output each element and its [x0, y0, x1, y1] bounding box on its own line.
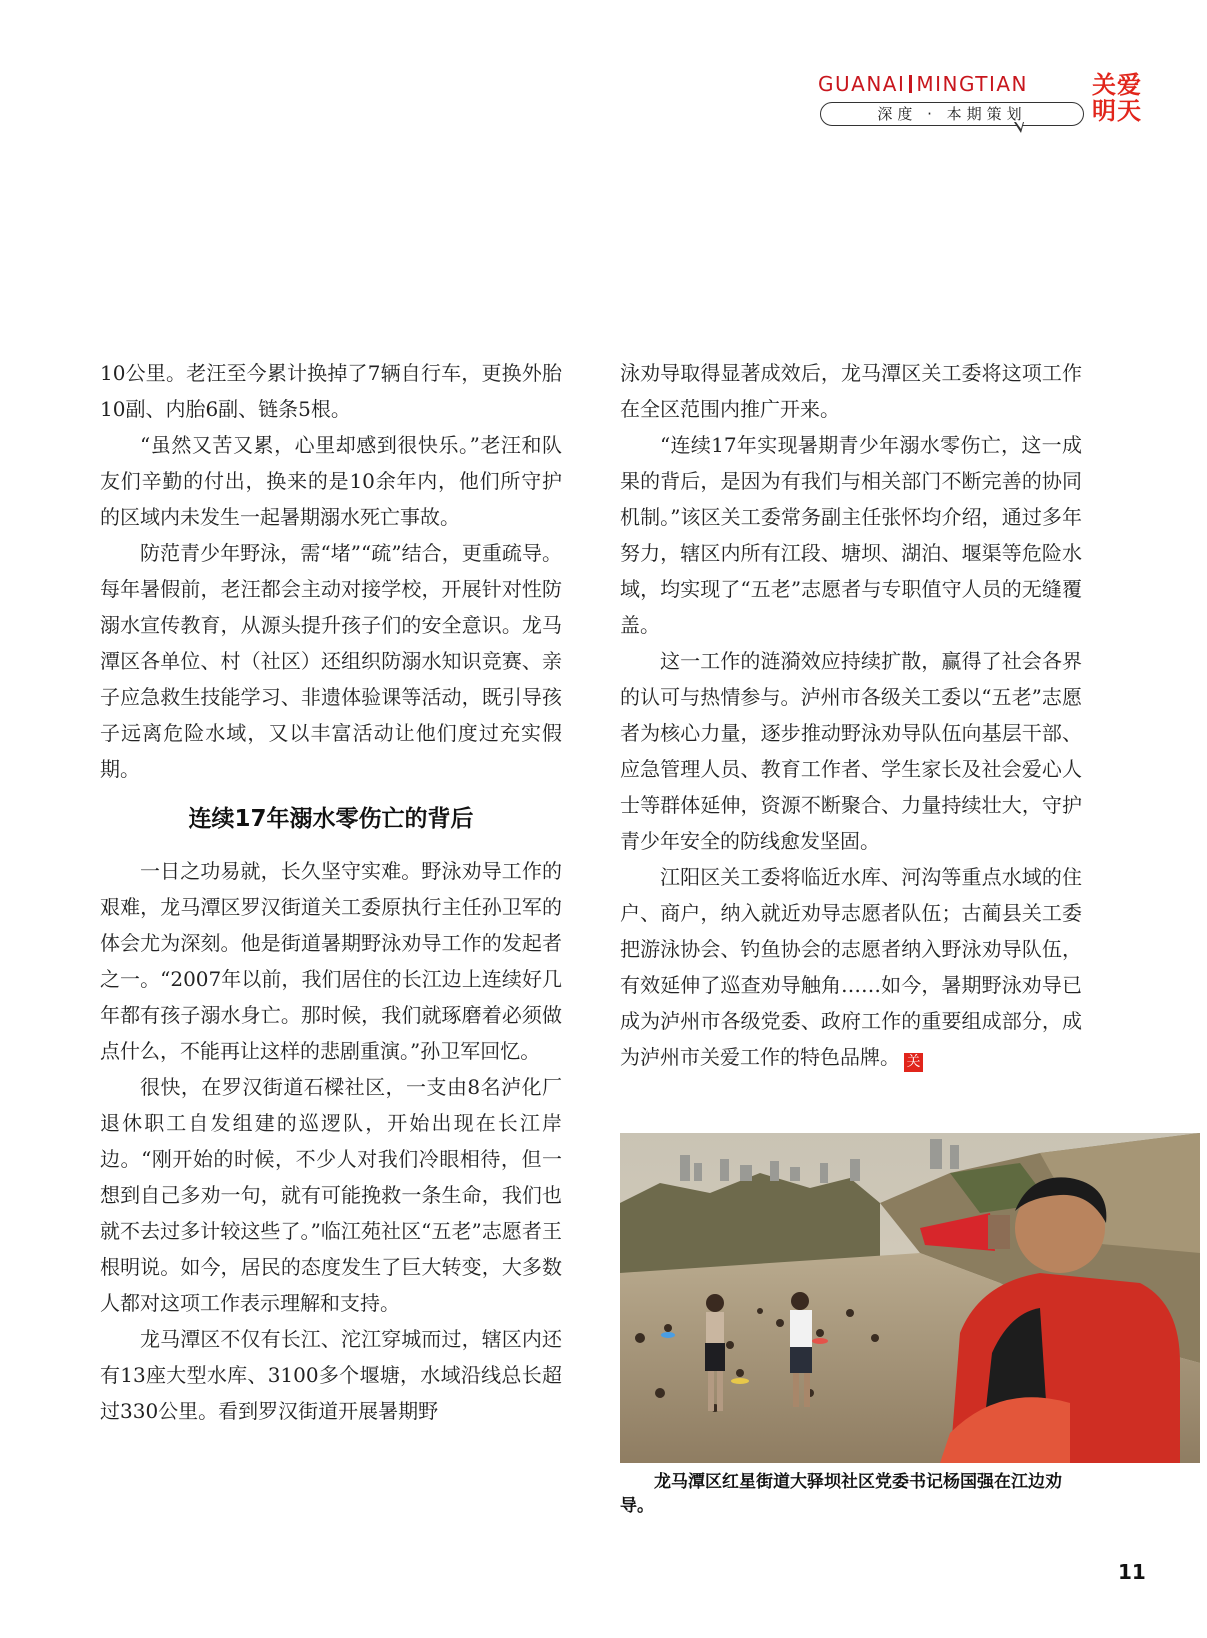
paragraph: 龙马潭区不仅有长江、沱江穿城而过，辖区内还有13座大型水库、3100多个堰塘，水域沿线总长超过330公里。看到罗汉街道开展暑期野 — [100, 1327, 562, 1423]
paragraph: 这一工作的涟漪效应持续扩散，赢得了社会各界的认可与热情参与。泸州市各级关工委以“五老”志愿者为核心力量，逐步推动野泳劝导队伍向基层干部、应急管理人员、教育工作者、学生家长及社会爱心人士等群体延伸，资源不断聚合、力量持续壮大，守护青少年安全的防线愈发坚固。 — [620, 649, 1082, 853]
right-column — [620, 355, 1082, 1075]
brand-separator — [909, 75, 912, 93]
logo-line-1: 关爱 — [1092, 71, 1142, 99]
paragraph: 10公里。老汪至今累计换掉了7辆自行车，更换外胎10副、内胎6副、链条5根。 — [100, 361, 562, 421]
paragraph: 一日之功易就，长久坚守实难。野泳劝导工作的艰难，龙马潭区罗汉街道关工委原执行主任孙卫军的体会尤为深刻。他是街道暑期野泳劝导工作的发起者之一。“2007年以前，我们居住的长江边上连续好几年都有孩子溺水身亡。那时候，我们就琢磨着必须做点什么，不能再让这样的悲剧重演。”孙卫军回忆。 — [100, 859, 562, 1063]
brand-left: GUANAI — [818, 72, 906, 96]
section-subheading: 连续17年溺水零伤亡的背后 — [188, 806, 474, 832]
paragraph: 防范青少年野泳，需“堵”“疏”结合，更重疏导。每年暑假前，老汪都会主动对接学校，开展针对性防溺水宣传教育，从源头提升孩子们的安全意识。龙马潭区各单位、村（社区）还组织防溺水知识竞赛、亲子应急救生技能学习、非遗体验课等活动，既引导孩子远离危险水域，又以丰富活动让他们度过充实假期。 — [100, 541, 562, 781]
page-number: 11 — [1118, 1560, 1146, 1584]
paragraph: 很快，在罗汉街道石樑社区，一支由8名泸化厂退休职工自发组建的巡逻队，开始出现在长江岸边。“刚开始的时候，不少人对我们冷眼相待，但一想到自己多劝一句，就有可能挽救一条生命，我们也就不去过多计较这些了。”临江苑社区“五老”志愿者王根明说。如今，居民的态度发生了巨大转变，大多数人都对这项工作表示理解和支持。 — [100, 1075, 562, 1315]
photo-illustration — [620, 1133, 1200, 1463]
magazine-logo — [1092, 72, 1144, 124]
paragraph-text: 江阳区关工委将临近水库、河沟等重点水域的住户、商户，纳入就近劝导志愿者队伍；古蔺县关工委把游泳协会、钓鱼协会的志愿者纳入野泳劝导队伍，有效延伸了巡查劝导触角……如今，暑期野泳劝导已成为泸州市各级党委、政府工作的重要组成部分，成为泸州市关爱工作的特色品牌。 — [620, 865, 1082, 1069]
left-column — [100, 355, 562, 1429]
section-label: 深度 · 本期策划 — [820, 102, 1084, 126]
end-mark-icon: 关 — [904, 1053, 923, 1072]
paragraph: “虽然又苦又累，心里却感到很快乐。”老汪和队友们辛勤的付出，换来的是10余年内，他们所守护的区域内未发生一起暑期溺水死亡事故。 — [100, 433, 562, 529]
brand-right: MINGTIAN — [916, 72, 1029, 96]
logo-line-2: 明天 — [1092, 97, 1142, 125]
page-header — [818, 72, 1198, 142]
paragraph: 泳劝导取得显著成效后，龙马潭区关工委将这项工作在全区范围内推广开来。 — [620, 361, 1082, 421]
paragraph: “连续17年实现暑期青少年溺水零伤亡，这一成果的背后，是因为有我们与相关部门不断完善的协同机制。”该区关工委常务副主任张怀均介绍，通过多年努力，辖区内所有江段、塘坝、湖泊、堰渠等危险水域，均实现了“五老”志愿者与专职值守人员的无缝覆盖。 — [620, 433, 1082, 637]
photo-caption: 龙马潭区红星街道大驿坝社区党委书记杨国强在江边劝导。 — [620, 1472, 1062, 1516]
hill-left — [620, 1173, 880, 1273]
riverbank-photo — [620, 1133, 1200, 1463]
speech-bubble-tail-inner — [1016, 122, 1023, 129]
brand-wordmark — [818, 72, 1088, 96]
paragraph-with-end-mark — [620, 859, 1082, 1075]
